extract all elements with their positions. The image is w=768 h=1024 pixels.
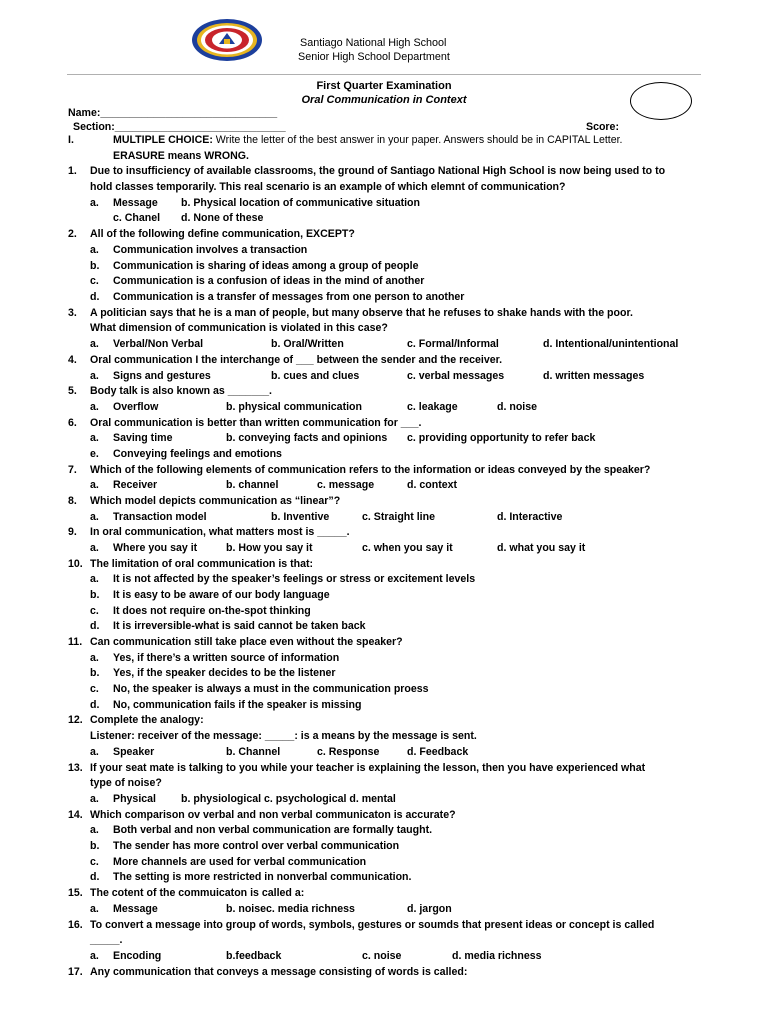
question-text: Body talk is also known as _______. — [90, 385, 272, 397]
answer-choice: b. How you say it — [226, 542, 313, 554]
question-text: hold classes temporarily. This real scenario is an example of which elemnt of communication? — [90, 181, 566, 193]
choice-line — [0, 290, 768, 305]
answer-choice: d. — [90, 291, 100, 303]
answer-choice: a. — [90, 652, 99, 664]
choice-line — [0, 337, 768, 352]
section-field-label: Section:_____________________________ — [73, 121, 286, 133]
question-continuation — [0, 776, 768, 791]
question-line — [0, 494, 768, 509]
question-line — [0, 886, 768, 901]
answer-choice: a. — [90, 793, 99, 805]
answer-choice: c. — [90, 275, 99, 287]
answer-choice: c. verbal messages — [407, 370, 505, 382]
answer-choice: Saving time — [113, 432, 173, 444]
answer-choice: d. jargon — [407, 903, 452, 915]
question-text: Complete the analogy: — [90, 714, 204, 726]
choice-line — [0, 196, 768, 211]
answer-choice: Verbal/Non Verbal — [113, 338, 204, 350]
score-label: Score: — [586, 121, 619, 133]
answer-choice: Message — [113, 197, 158, 209]
answer-choice: b. Physical location of communicative situation — [181, 197, 420, 209]
choice-line — [0, 211, 768, 226]
answer-choice: b. Oral/Written — [271, 338, 344, 350]
answer-choice: Both verbal and non verbal communication are formally taught. — [113, 824, 433, 836]
answer-choice: a. — [90, 401, 99, 413]
answer-choice: Receiver — [113, 479, 158, 491]
answer-choice: b. physical communication — [226, 401, 362, 413]
answer-choice: a. — [90, 824, 99, 836]
answer-choice: c. noise — [362, 950, 402, 962]
question-text: To convert a message into group of words, symbols, gestures or soumds that present ideas or concept is called — [90, 919, 655, 931]
answer-choice: No, the speaker is always a must in the communication proess — [113, 683, 429, 695]
question-line — [0, 965, 768, 980]
question-text: All of the following define communication, EXCEPT? — [90, 228, 355, 240]
question-number: 4. — [68, 354, 77, 366]
choice-line — [0, 839, 768, 854]
answer-choice: a. — [90, 573, 99, 585]
question-line — [0, 416, 768, 431]
answer-choice: It does not require on-the-spot thinking — [113, 605, 311, 617]
question-continuation — [0, 180, 768, 195]
answer-choice: a. — [90, 746, 99, 758]
subject-title: Oral Communication in Context — [301, 94, 467, 106]
answer-choice: b. Inventive — [271, 511, 330, 523]
answer-choice: b. — [90, 667, 100, 679]
answer-choice: Yes, if there’s a written source of information — [113, 652, 340, 664]
question-line — [0, 918, 768, 933]
answer-choice: a. — [90, 432, 99, 444]
answer-choice: a. — [90, 903, 99, 915]
question-continuation — [0, 933, 768, 948]
question-text: Can communication still take place even without the speaker? — [90, 636, 403, 648]
answer-choice: d. written messages — [543, 370, 645, 382]
choice-line — [0, 604, 768, 619]
answer-choice: d. Feedback — [407, 746, 469, 758]
answer-choice: Where you say it — [113, 542, 198, 554]
question-text: A politician says that he is a man of people, but many observe that he refuses to shake hands with the poor. — [90, 307, 633, 319]
answer-choice: Physical — [113, 793, 156, 805]
answer-choice: Communication is a transfer of messages from one person to another — [113, 291, 465, 303]
answer-choice: Message — [113, 903, 158, 915]
answer-choice: a. — [90, 197, 99, 209]
question-number: 10. — [68, 558, 83, 570]
question-line — [0, 808, 768, 823]
question-text: Any communication that conveys a message consisting of words is called: — [90, 966, 468, 978]
question-line — [0, 164, 768, 179]
answer-choice: d. what you say it — [497, 542, 586, 554]
answer-choice: d. context — [407, 479, 458, 491]
question-text: Which model depicts communication as “linear”? — [90, 495, 341, 507]
choice-line — [0, 510, 768, 525]
instructions-body: Write the letter of the best answer in your paper. Answers should be in CAPITAL Letter. — [212, 134, 623, 146]
choice-line — [0, 698, 768, 713]
choice-line — [0, 431, 768, 446]
choice-line — [0, 902, 768, 917]
answer-choice: Yes, if the speaker decides to be the listener — [113, 667, 336, 679]
answer-choice: a. — [90, 511, 99, 523]
question-text: Listener: receiver of the message: _____: is a means by the message is sent. — [90, 730, 477, 742]
question-number: 7. — [68, 464, 77, 476]
question-continuation — [0, 321, 768, 336]
question-text: If your seat mate is talking to you while your teacher is explaining the lesson, then you have experienced what — [90, 762, 646, 774]
answer-choice: b. — [90, 840, 100, 852]
question-number: 6. — [68, 417, 77, 429]
department-name: Senior High School Department — [298, 51, 450, 63]
question-line — [0, 557, 768, 572]
question-number: 2. — [68, 228, 77, 240]
choice-line — [0, 274, 768, 289]
answer-choice: c. — [90, 856, 99, 868]
answer-choice: c. — [90, 683, 99, 695]
answer-choice: b. conveying facts and opinions — [226, 432, 388, 444]
question-number: 9. — [68, 526, 77, 538]
question-line — [0, 306, 768, 321]
name-field-label: Name:______________________________ — [68, 107, 278, 119]
question-number: 5. — [68, 385, 77, 397]
answer-choice: d. — [90, 620, 100, 632]
score-oval — [630, 82, 692, 120]
answer-choice: Conveying feelings and emotions — [113, 448, 282, 460]
answer-choice: More channels are used for verbal communication — [113, 856, 367, 868]
question-line — [0, 384, 768, 399]
answer-choice: a. — [90, 244, 99, 256]
question-continuation — [0, 729, 768, 744]
answer-choice: c. providing opportunity to refer back — [407, 432, 596, 444]
question-line — [0, 525, 768, 540]
answer-choice: d. Interactive — [497, 511, 563, 523]
choice-line — [0, 447, 768, 462]
question-number: 13. — [68, 762, 83, 774]
answer-choice: b. noisec. media richness — [226, 903, 355, 915]
question-line — [0, 353, 768, 368]
choice-line — [0, 619, 768, 634]
choice-line — [0, 949, 768, 964]
answer-choice: c. Straight line — [362, 511, 435, 523]
choice-line — [0, 541, 768, 556]
question-text: Which of the following elements of communication refers to the information or ideas conveyed by the speaker? — [90, 464, 651, 476]
question-text: In oral communication, what matters most is _____. — [90, 526, 350, 538]
header-divider — [67, 74, 701, 75]
answer-choice: b. channel — [226, 479, 279, 491]
choice-line — [0, 572, 768, 587]
answer-choice: It is not affected by the speaker’s feelings or stress or excitement levels — [113, 573, 476, 585]
answer-choice: It is irreversible-what is said cannot be taken back — [113, 620, 366, 632]
question-number: 8. — [68, 495, 77, 507]
question-text: Due to insufficiency of available classrooms, the ground of Santiago National High School is now being used to to — [90, 165, 666, 177]
answer-choice: Encoding — [113, 950, 162, 962]
answer-choice: Overflow — [113, 401, 159, 413]
question-line — [0, 463, 768, 478]
section-number: I. — [68, 134, 74, 146]
question-text: Oral communication is better than written communication for ___. — [90, 417, 422, 429]
answer-choice: d. noise — [497, 401, 538, 413]
question-text: What dimension of communication is violated in this case? — [90, 322, 388, 334]
school-name: Santiago National High School — [300, 37, 447, 49]
school-seal-logo — [191, 18, 263, 62]
choice-line — [0, 478, 768, 493]
answer-choice: c. Response — [317, 746, 380, 758]
instructions-text — [113, 134, 623, 146]
question-number: 15. — [68, 887, 83, 899]
choice-line — [0, 651, 768, 666]
answer-choice: d. — [90, 871, 100, 883]
question-text: type of noise? — [90, 777, 162, 789]
choice-line — [0, 588, 768, 603]
question-line — [0, 635, 768, 650]
answer-choice: a. — [90, 338, 99, 350]
answer-choice: b. Channel — [226, 746, 281, 758]
answer-choice: b. — [90, 260, 100, 272]
answer-choice: d. None of these — [181, 212, 264, 224]
question-line — [0, 761, 768, 776]
answer-choice: c. when you say it — [362, 542, 453, 554]
answer-choice: b.feedback — [226, 950, 282, 962]
choice-line — [0, 666, 768, 681]
answer-choice: Transaction model — [113, 511, 207, 523]
answer-choice: b. physiological c. psychological d. mental — [181, 793, 396, 805]
answer-choice: Speaker — [113, 746, 155, 758]
choice-line — [0, 682, 768, 697]
choice-line — [0, 243, 768, 258]
answer-choice: a. — [90, 370, 99, 382]
question-text: The cotent of the commuicaton is called a: — [90, 887, 305, 899]
instructions-warning: ERASURE means WRONG. — [113, 150, 249, 162]
answer-choice: d. — [90, 699, 100, 711]
question-text: Oral communication I the interchange of ___ between the sender and the receiver. — [90, 354, 503, 366]
choice-line — [0, 792, 768, 807]
choice-line — [0, 870, 768, 885]
answer-choice: c. Formal/Informal — [407, 338, 499, 350]
answer-choice: a. — [90, 542, 99, 554]
answer-choice: e. — [90, 448, 99, 460]
exam-title: First Quarter Examination — [316, 80, 452, 92]
answer-choice: Communication involves a transaction — [113, 244, 308, 256]
answer-choice: a. — [90, 950, 99, 962]
answer-choice: It is easy to be aware of our body language — [113, 589, 330, 601]
question-number: 16. — [68, 919, 83, 931]
answer-choice: b. cues and clues — [271, 370, 360, 382]
answer-choice: c. — [90, 605, 99, 617]
question-line — [0, 713, 768, 728]
choice-line — [0, 745, 768, 760]
answer-choice: No, communication fails if the speaker is missing — [113, 699, 362, 711]
answer-choice: The sender has more control over verbal communication — [113, 840, 400, 852]
choice-line — [0, 259, 768, 274]
question-number: 12. — [68, 714, 83, 726]
answer-choice: Communication is a confusion of ideas in the mind of another — [113, 275, 425, 287]
choice-line — [0, 855, 768, 870]
instructions-label: MULTIPLE CHOICE: — [113, 134, 213, 146]
answer-choice: The setting is more restricted in nonverbal communication. — [113, 871, 412, 883]
question-number: 11. — [68, 636, 83, 648]
question-number: 14. — [68, 809, 83, 821]
question-number: 17. — [68, 966, 83, 978]
answer-choice: Signs and gestures — [113, 370, 211, 382]
answer-choice: c. leakage — [407, 401, 458, 413]
question-number: 1. — [68, 165, 77, 177]
question-line — [0, 227, 768, 242]
question-text: Which comparison ov verbal and non verbal communicaton is accurate? — [90, 809, 456, 821]
choice-line — [0, 400, 768, 415]
answer-choice: b. — [90, 589, 100, 601]
answer-choice: d. Intentional/unintentional — [543, 338, 679, 350]
answer-choice: c. Chanel — [113, 212, 161, 224]
question-number: 3. — [68, 307, 77, 319]
answer-choice: d. media richness — [452, 950, 542, 962]
question-text: The limitation of oral communication is that: — [90, 558, 314, 570]
question-text: _____. — [90, 934, 123, 946]
choice-line — [0, 369, 768, 384]
choice-line — [0, 823, 768, 838]
answer-choice: c. message — [317, 479, 375, 491]
answer-choice: a. — [90, 479, 99, 491]
answer-choice: Communication is sharing of ideas among a group of people — [113, 260, 419, 272]
